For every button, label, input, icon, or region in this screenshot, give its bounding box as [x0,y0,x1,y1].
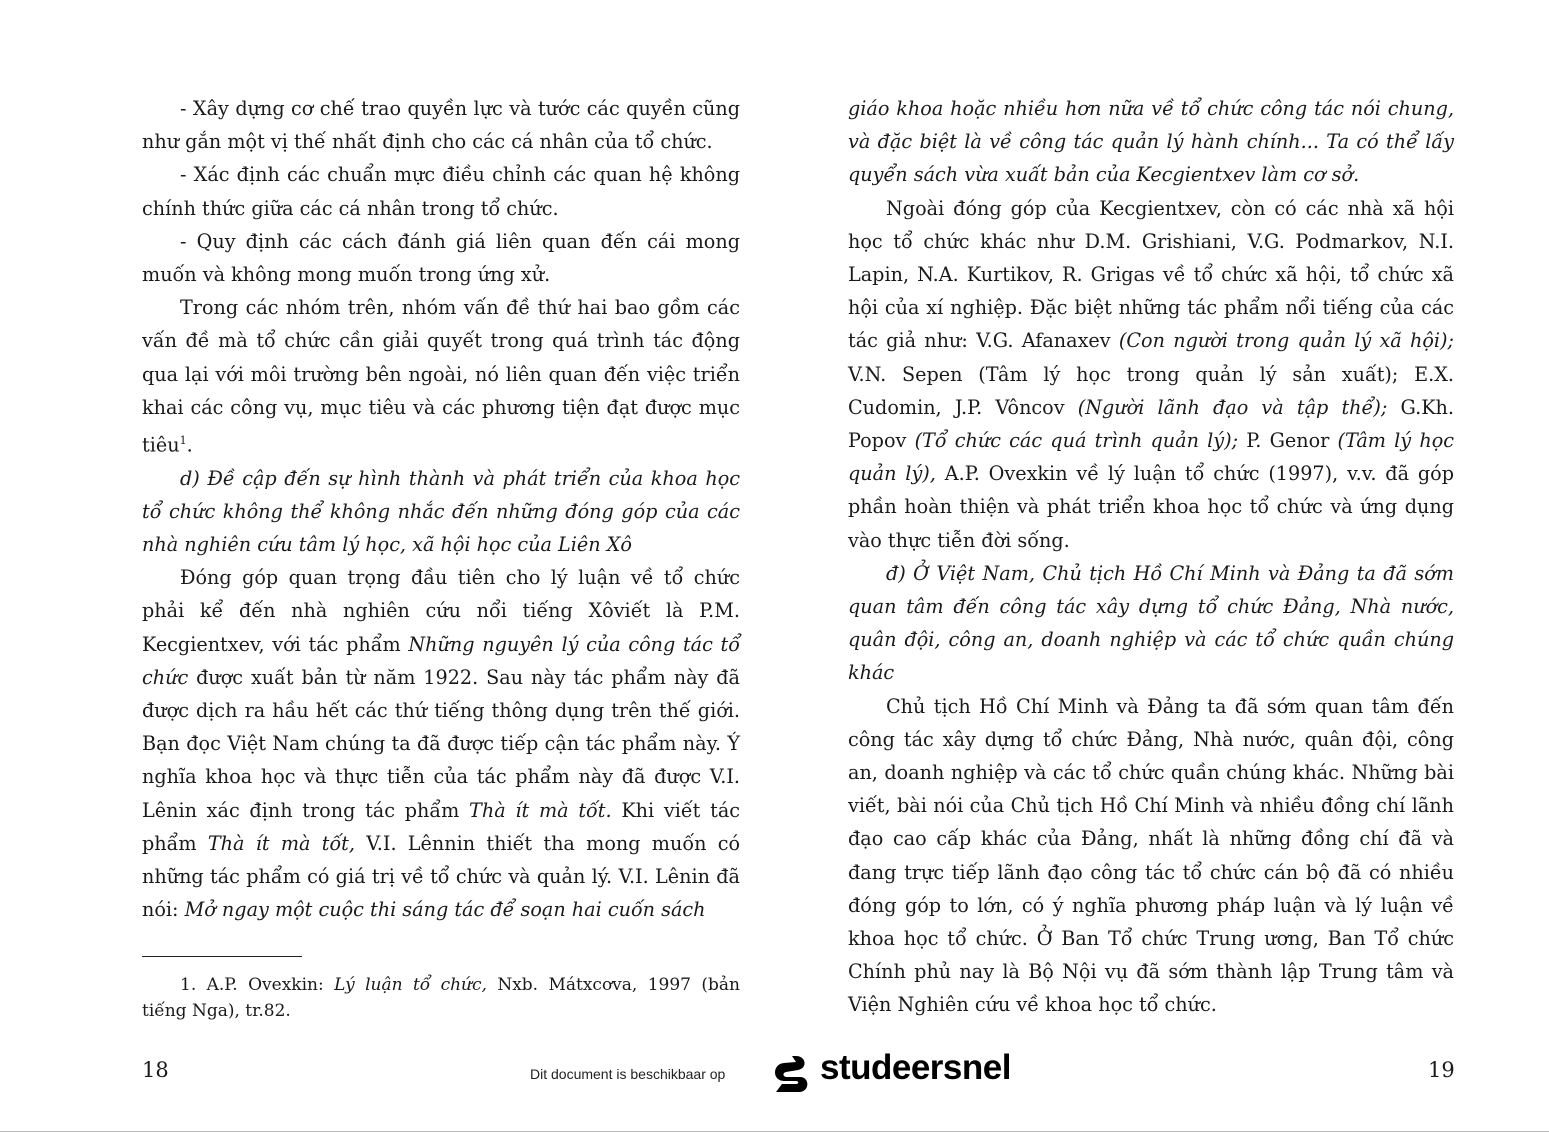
left-paragraph-2: - Xác định các chuẩn mực điều chỉnh các quan hệ không chính thức giữa các cá nhân trong tổ chức. [142,163,740,220]
page-number-right: 19 [1428,1058,1455,1082]
left-paragraph-6 [142,561,740,926]
book-title: (Con người trong quản lý xã hội); [1118,329,1454,353]
left-paragraph-1: - Xây dựng cơ chế trao quyền lực và tước các quyền cũng như gắn một vị thế nhất định cho các cá nhân của tổ chức. [142,97,740,154]
section-heading-dd: đ) Ở Việt Nam, Chủ tịch Hồ Chí Minh và Đảng ta đã sớm quan tâm đến công tác xây dựng tổ chức Đảng, Nhà nước, quân đội, công an, doanh nghiệp và các tổ chức quần chúng khác [848,561,1454,685]
text-run: Ngoài đóng góp của Kecgientxev, còn có các nhà xã hội học tổ chức khác như D.M. Grishiani, V.G. Podmarkov, N.I. Lapin, N.A. Kurtikov, R. Grigas về tổ chức xã hội, tổ chức xã hội của xí nghiệp. Đặc biệt những tác phẩm nổi tiếng của các tác giả như: V.G. Afanaxev [848,196,1454,353]
left-paragraph-4-text: Trong các nhóm trên, nhóm vấn đề thứ hai bao gồm các vấn đề mà tổ chức cần giải quyết trong quá trình tác động qua lại với môi trường bên ngoài, nó liên quan đến việc triển khai các công vụ, mục tiêu và các phương tiện đạt được mục tiêu [142,296,740,457]
footnote-marker: 1 [179,434,187,448]
footer-availability-text: Dit document is beschikbaar op [530,1066,726,1082]
right-paragraph-4: Chủ tịch Hồ Chí Minh và Đảng ta đã sớm quan tâm đến công tác xây dựng tổ chức Đảng, Nhà nước, quân đội, công an, doanh nghiệp và các tổ chức quần chúng khác. Những bài viết, bài nói của Chủ tịch Hồ Chí Minh và nhiều đồng chí lãnh đạo cao cấp khác của Đảng, nhất là những đồng chí đã và đang trực tiếp lãnh đạo công tác tổ chức cán bộ đã có nhiều đóng góp to lớn, có ý nghĩa phương pháp luận và lý luận về khoa học tổ chức. Ở Ban Tổ chức Trung ương, Ban Tổ chức Chính phủ nay là Bộ Nội vụ đã sớm thành lập Trung tâm và Viện Nghiên cứu về khoa học tổ chức. [848,694,1454,1017]
studeersnel-logo-icon[interactable] [766,1050,814,1098]
book-title: (Người lãnh đạo và tập thể); [1077,395,1388,419]
footnote-title: Lý luận tổ chức, [334,975,487,995]
book-title: (Tâm lý học quản lý), [848,429,1454,486]
footnote-text: Nxb. Mátxcơva, 1997 (bản tiếng Nga), tr.82. [142,975,740,1021]
studeersnel-brand[interactable]: studeersnel [820,1048,1011,1087]
footnote-divider [142,956,302,957]
book-title: Những nguyên lý của công tác tổ chức [142,632,741,689]
quote: Mở ngay một cuộc thi sáng tác để soạn hai cuốn sách [184,898,706,922]
text-run: P. Genor [1238,429,1338,453]
section-heading-d: d) Đề cập đến sự hình thành và phát triển của khoa học tổ chức không thể không nhắc đến những đóng góp của các nhà nghiên cứu tâm lý học, xã hội học của Liên Xô [142,466,740,557]
text-run: G.Kh. Popov [848,395,1454,453]
text-run: V.I. Lênnin thiết tha mong muốn có những tác phẩm có giá trị về tổ chức và quản lý. V.I. Lênin đã nói: [142,831,740,922]
right-paragraph-1: giáo khoa hoặc nhiều hơn nữa về tổ chức công tác nói chung, và đặc biệt là về công tác quản lý hành chính... Ta có thể lấy quyển sách vừa xuất bản của Kecgientxev làm cơ sở. [848,97,1454,187]
left-paragraph-4 [142,291,740,461]
footnote-text: 1. A.P. Ovexkin: [180,975,335,995]
text-run: Khi viết tác phẩm [142,798,741,855]
left-page [142,92,740,926]
text-run: A.P. Ovexkin về lý luận tổ chức (1997), v.v. đã góp phần hoàn thiện và phát triển khoa học tổ chức và ứng dụng vào thực tiễn đời sống. [848,462,1454,552]
text-run: được xuất bản từ năm 1922. Sau này tác phẩm này đã được dịch ra hầu hết các thứ tiếng thông dụng trên thế giới. Bạn đọc Việt Nam chúng ta đã được tiếp cận tác phẩm này. Ý nghĩa khoa học và thực tiễn của tác phẩm này đã được V.I. Lênin xác định trong tác phẩm [142,665,740,822]
book-title: Thà ít mà tốt. [469,798,612,822]
left-paragraph-3: - Quy định các cách đánh giá liên quan đến cái mong muốn và không mong muốn trong ứng xử. [142,229,740,287]
footnote [142,972,740,1024]
book-title: Thà ít mà tốt, [207,831,355,855]
right-paragraph-2 [848,192,1454,557]
book-title: (Tổ chức các quá trình quản lý); [914,429,1239,453]
left-paragraph-4-end: . [186,433,193,457]
page-bottom-border [0,1131,1549,1132]
text-run: Đóng góp quan trọng đầu tiên cho lý luận về tổ chức phải kể đến nhà nghiên cứu nổi tiếng Xôviết là P.M. Kecgientxev, với tác phẩm [142,566,740,656]
text-run: V.N. Sepen (Tâm lý học trong quản lý sản xuất); E.X. Cudomin, J.P. Vôncov [848,362,1454,419]
page-number-left: 18 [142,1058,169,1082]
right-page [848,92,1454,1022]
